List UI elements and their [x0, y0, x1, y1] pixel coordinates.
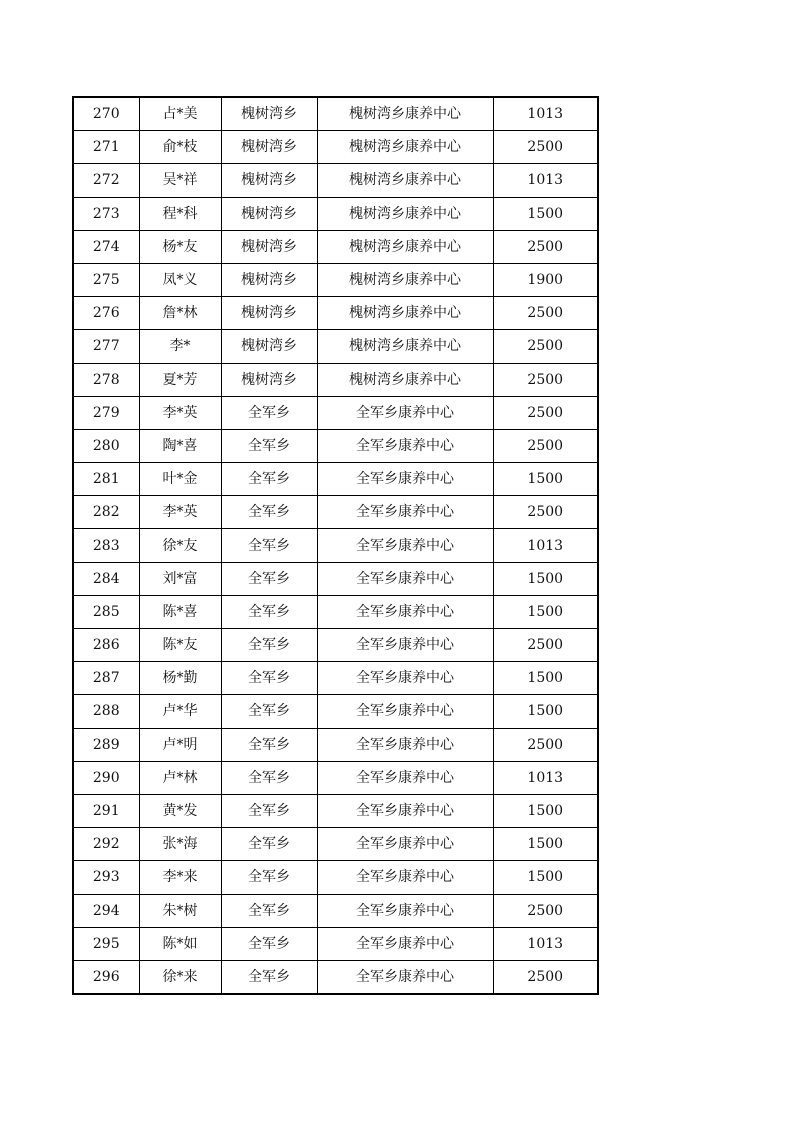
amount-cell: 1500	[493, 828, 598, 861]
amount-cell: 2500	[493, 131, 598, 164]
name-cell: 俞*枝	[139, 131, 221, 164]
name-cell: 李*英	[139, 496, 221, 529]
table-row	[73, 97, 598, 131]
row-number-cell: 275	[73, 263, 139, 296]
name-cell: 程*科	[139, 197, 221, 230]
table-row	[73, 197, 598, 230]
table-row	[73, 463, 598, 496]
table-row	[73, 861, 598, 894]
name-cell: 陈*友	[139, 629, 221, 662]
table-row	[73, 662, 598, 695]
name-cell: 张*海	[139, 828, 221, 861]
row-number-cell: 292	[73, 828, 139, 861]
care-center-cell: 全军乡康养中心	[317, 496, 493, 529]
amount-cell: 2500	[493, 960, 598, 994]
amount-cell: 1013	[493, 529, 598, 562]
care-center-cell: 全军乡康养中心	[317, 695, 493, 728]
care-center-cell: 全军乡康养中心	[317, 861, 493, 894]
table-row	[73, 728, 598, 761]
care-center-cell: 全军乡康养中心	[317, 728, 493, 761]
care-center-cell: 全军乡康养中心	[317, 595, 493, 628]
name-cell: 陈*如	[139, 927, 221, 960]
amount-cell: 2500	[493, 297, 598, 330]
amount-cell: 1500	[493, 695, 598, 728]
township-cell: 全军乡	[221, 695, 317, 728]
care-center-cell: 槐树湾乡康养中心	[317, 363, 493, 396]
row-number-cell: 284	[73, 562, 139, 595]
table-row	[73, 894, 598, 927]
table-row	[73, 496, 598, 529]
care-center-cell: 全军乡康养中心	[317, 828, 493, 861]
row-number-cell: 279	[73, 396, 139, 429]
township-cell: 全军乡	[221, 595, 317, 628]
table-row	[73, 794, 598, 827]
township-cell: 全军乡	[221, 629, 317, 662]
township-cell: 全军乡	[221, 828, 317, 861]
amount-cell: 1500	[493, 595, 598, 628]
care-center-cell: 全军乡康养中心	[317, 396, 493, 429]
table-row	[73, 529, 598, 562]
name-cell: 徐*来	[139, 960, 221, 994]
row-number-cell: 278	[73, 363, 139, 396]
amount-cell: 2500	[493, 230, 598, 263]
row-number-cell: 282	[73, 496, 139, 529]
table-row	[73, 263, 598, 296]
amount-cell: 2500	[493, 429, 598, 462]
township-cell: 全军乡	[221, 529, 317, 562]
name-cell: 吴*祥	[139, 164, 221, 197]
row-number-cell: 274	[73, 230, 139, 263]
name-cell: 徐*友	[139, 529, 221, 562]
document-page	[72, 96, 597, 995]
table-row	[73, 230, 598, 263]
township-cell: 槐树湾乡	[221, 263, 317, 296]
amount-cell: 1500	[493, 562, 598, 595]
row-number-cell: 280	[73, 429, 139, 462]
name-cell: 陶*喜	[139, 429, 221, 462]
care-center-cell: 全军乡康养中心	[317, 429, 493, 462]
row-number-cell: 273	[73, 197, 139, 230]
table-row	[73, 131, 598, 164]
row-number-cell: 295	[73, 927, 139, 960]
name-cell: 詹*林	[139, 297, 221, 330]
table-row	[73, 828, 598, 861]
amount-cell: 1013	[493, 97, 598, 131]
township-cell: 全军乡	[221, 562, 317, 595]
row-number-cell: 277	[73, 330, 139, 363]
name-cell: 黄*发	[139, 794, 221, 827]
care-center-cell: 槐树湾乡康养中心	[317, 263, 493, 296]
township-cell: 槐树湾乡	[221, 197, 317, 230]
table-row	[73, 363, 598, 396]
row-number-cell: 283	[73, 529, 139, 562]
amount-cell: 1013	[493, 927, 598, 960]
amount-cell: 1500	[493, 463, 598, 496]
name-cell: 陈*喜	[139, 595, 221, 628]
name-cell: 叶*金	[139, 463, 221, 496]
care-center-cell: 全军乡康养中心	[317, 960, 493, 994]
row-number-cell: 287	[73, 662, 139, 695]
township-cell: 全军乡	[221, 794, 317, 827]
amount-cell: 1900	[493, 263, 598, 296]
care-center-cell: 全军乡康养中心	[317, 629, 493, 662]
name-cell: 占*美	[139, 97, 221, 131]
row-number-cell: 296	[73, 960, 139, 994]
row-number-cell: 289	[73, 728, 139, 761]
care-center-cell: 全军乡康养中心	[317, 894, 493, 927]
care-center-cell: 全军乡康养中心	[317, 463, 493, 496]
table-row	[73, 629, 598, 662]
row-number-cell: 288	[73, 695, 139, 728]
care-center-cell: 全军乡康养中心	[317, 529, 493, 562]
name-cell: 杨*友	[139, 230, 221, 263]
row-number-cell: 281	[73, 463, 139, 496]
name-cell: 李*	[139, 330, 221, 363]
township-cell: 全军乡	[221, 761, 317, 794]
township-cell: 全军乡	[221, 396, 317, 429]
table-row	[73, 429, 598, 462]
amount-cell: 2500	[493, 629, 598, 662]
row-number-cell: 294	[73, 894, 139, 927]
care-center-cell: 全军乡康养中心	[317, 761, 493, 794]
name-cell: 夏*芳	[139, 363, 221, 396]
township-cell: 全军乡	[221, 927, 317, 960]
care-center-cell: 全军乡康养中心	[317, 794, 493, 827]
care-center-cell: 槐树湾乡康养中心	[317, 330, 493, 363]
township-cell: 全军乡	[221, 662, 317, 695]
name-cell: 卢*明	[139, 728, 221, 761]
amount-cell: 1013	[493, 164, 598, 197]
table-row	[73, 330, 598, 363]
township-cell: 全军乡	[221, 463, 317, 496]
table-row	[73, 960, 598, 994]
township-cell: 全军乡	[221, 861, 317, 894]
care-center-cell: 全军乡康养中心	[317, 927, 493, 960]
name-cell: 朱*树	[139, 894, 221, 927]
township-cell: 全军乡	[221, 496, 317, 529]
amount-cell: 2500	[493, 363, 598, 396]
township-cell: 全军乡	[221, 429, 317, 462]
township-cell: 槐树湾乡	[221, 363, 317, 396]
row-number-cell: 285	[73, 595, 139, 628]
care-center-cell: 槐树湾乡康养中心	[317, 297, 493, 330]
township-cell: 全军乡	[221, 894, 317, 927]
amount-cell: 2500	[493, 728, 598, 761]
amount-cell: 2500	[493, 496, 598, 529]
roster-table-body	[73, 97, 598, 994]
township-cell: 槐树湾乡	[221, 330, 317, 363]
roster-table	[72, 96, 599, 995]
name-cell: 杨*勤	[139, 662, 221, 695]
care-center-cell: 全军乡康养中心	[317, 562, 493, 595]
row-number-cell: 270	[73, 97, 139, 131]
table-row	[73, 695, 598, 728]
amount-cell: 1500	[493, 861, 598, 894]
township-cell: 槐树湾乡	[221, 164, 317, 197]
amount-cell: 1500	[493, 662, 598, 695]
name-cell: 李*来	[139, 861, 221, 894]
township-cell: 槐树湾乡	[221, 297, 317, 330]
care-center-cell: 槐树湾乡康养中心	[317, 230, 493, 263]
table-row	[73, 297, 598, 330]
township-cell: 槐树湾乡	[221, 97, 317, 131]
care-center-cell: 槐树湾乡康养中心	[317, 97, 493, 131]
row-number-cell: 286	[73, 629, 139, 662]
name-cell: 凤*义	[139, 263, 221, 296]
table-row	[73, 562, 598, 595]
name-cell: 刘*富	[139, 562, 221, 595]
row-number-cell: 290	[73, 761, 139, 794]
amount-cell: 2500	[493, 396, 598, 429]
care-center-cell: 槐树湾乡康养中心	[317, 131, 493, 164]
township-cell: 全军乡	[221, 960, 317, 994]
care-center-cell: 槐树湾乡康养中心	[317, 197, 493, 230]
care-center-cell: 全军乡康养中心	[317, 662, 493, 695]
table-row	[73, 927, 598, 960]
care-center-cell: 槐树湾乡康养中心	[317, 164, 493, 197]
township-cell: 全军乡	[221, 728, 317, 761]
table-row	[73, 164, 598, 197]
row-number-cell: 291	[73, 794, 139, 827]
table-row	[73, 396, 598, 429]
name-cell: 李*英	[139, 396, 221, 429]
amount-cell: 1013	[493, 761, 598, 794]
row-number-cell: 276	[73, 297, 139, 330]
row-number-cell: 271	[73, 131, 139, 164]
amount-cell: 1500	[493, 197, 598, 230]
table-row	[73, 595, 598, 628]
row-number-cell: 293	[73, 861, 139, 894]
township-cell: 槐树湾乡	[221, 131, 317, 164]
name-cell: 卢*华	[139, 695, 221, 728]
name-cell: 卢*林	[139, 761, 221, 794]
amount-cell: 1500	[493, 794, 598, 827]
row-number-cell: 272	[73, 164, 139, 197]
amount-cell: 2500	[493, 894, 598, 927]
township-cell: 槐树湾乡	[221, 230, 317, 263]
table-row	[73, 761, 598, 794]
amount-cell: 2500	[493, 330, 598, 363]
